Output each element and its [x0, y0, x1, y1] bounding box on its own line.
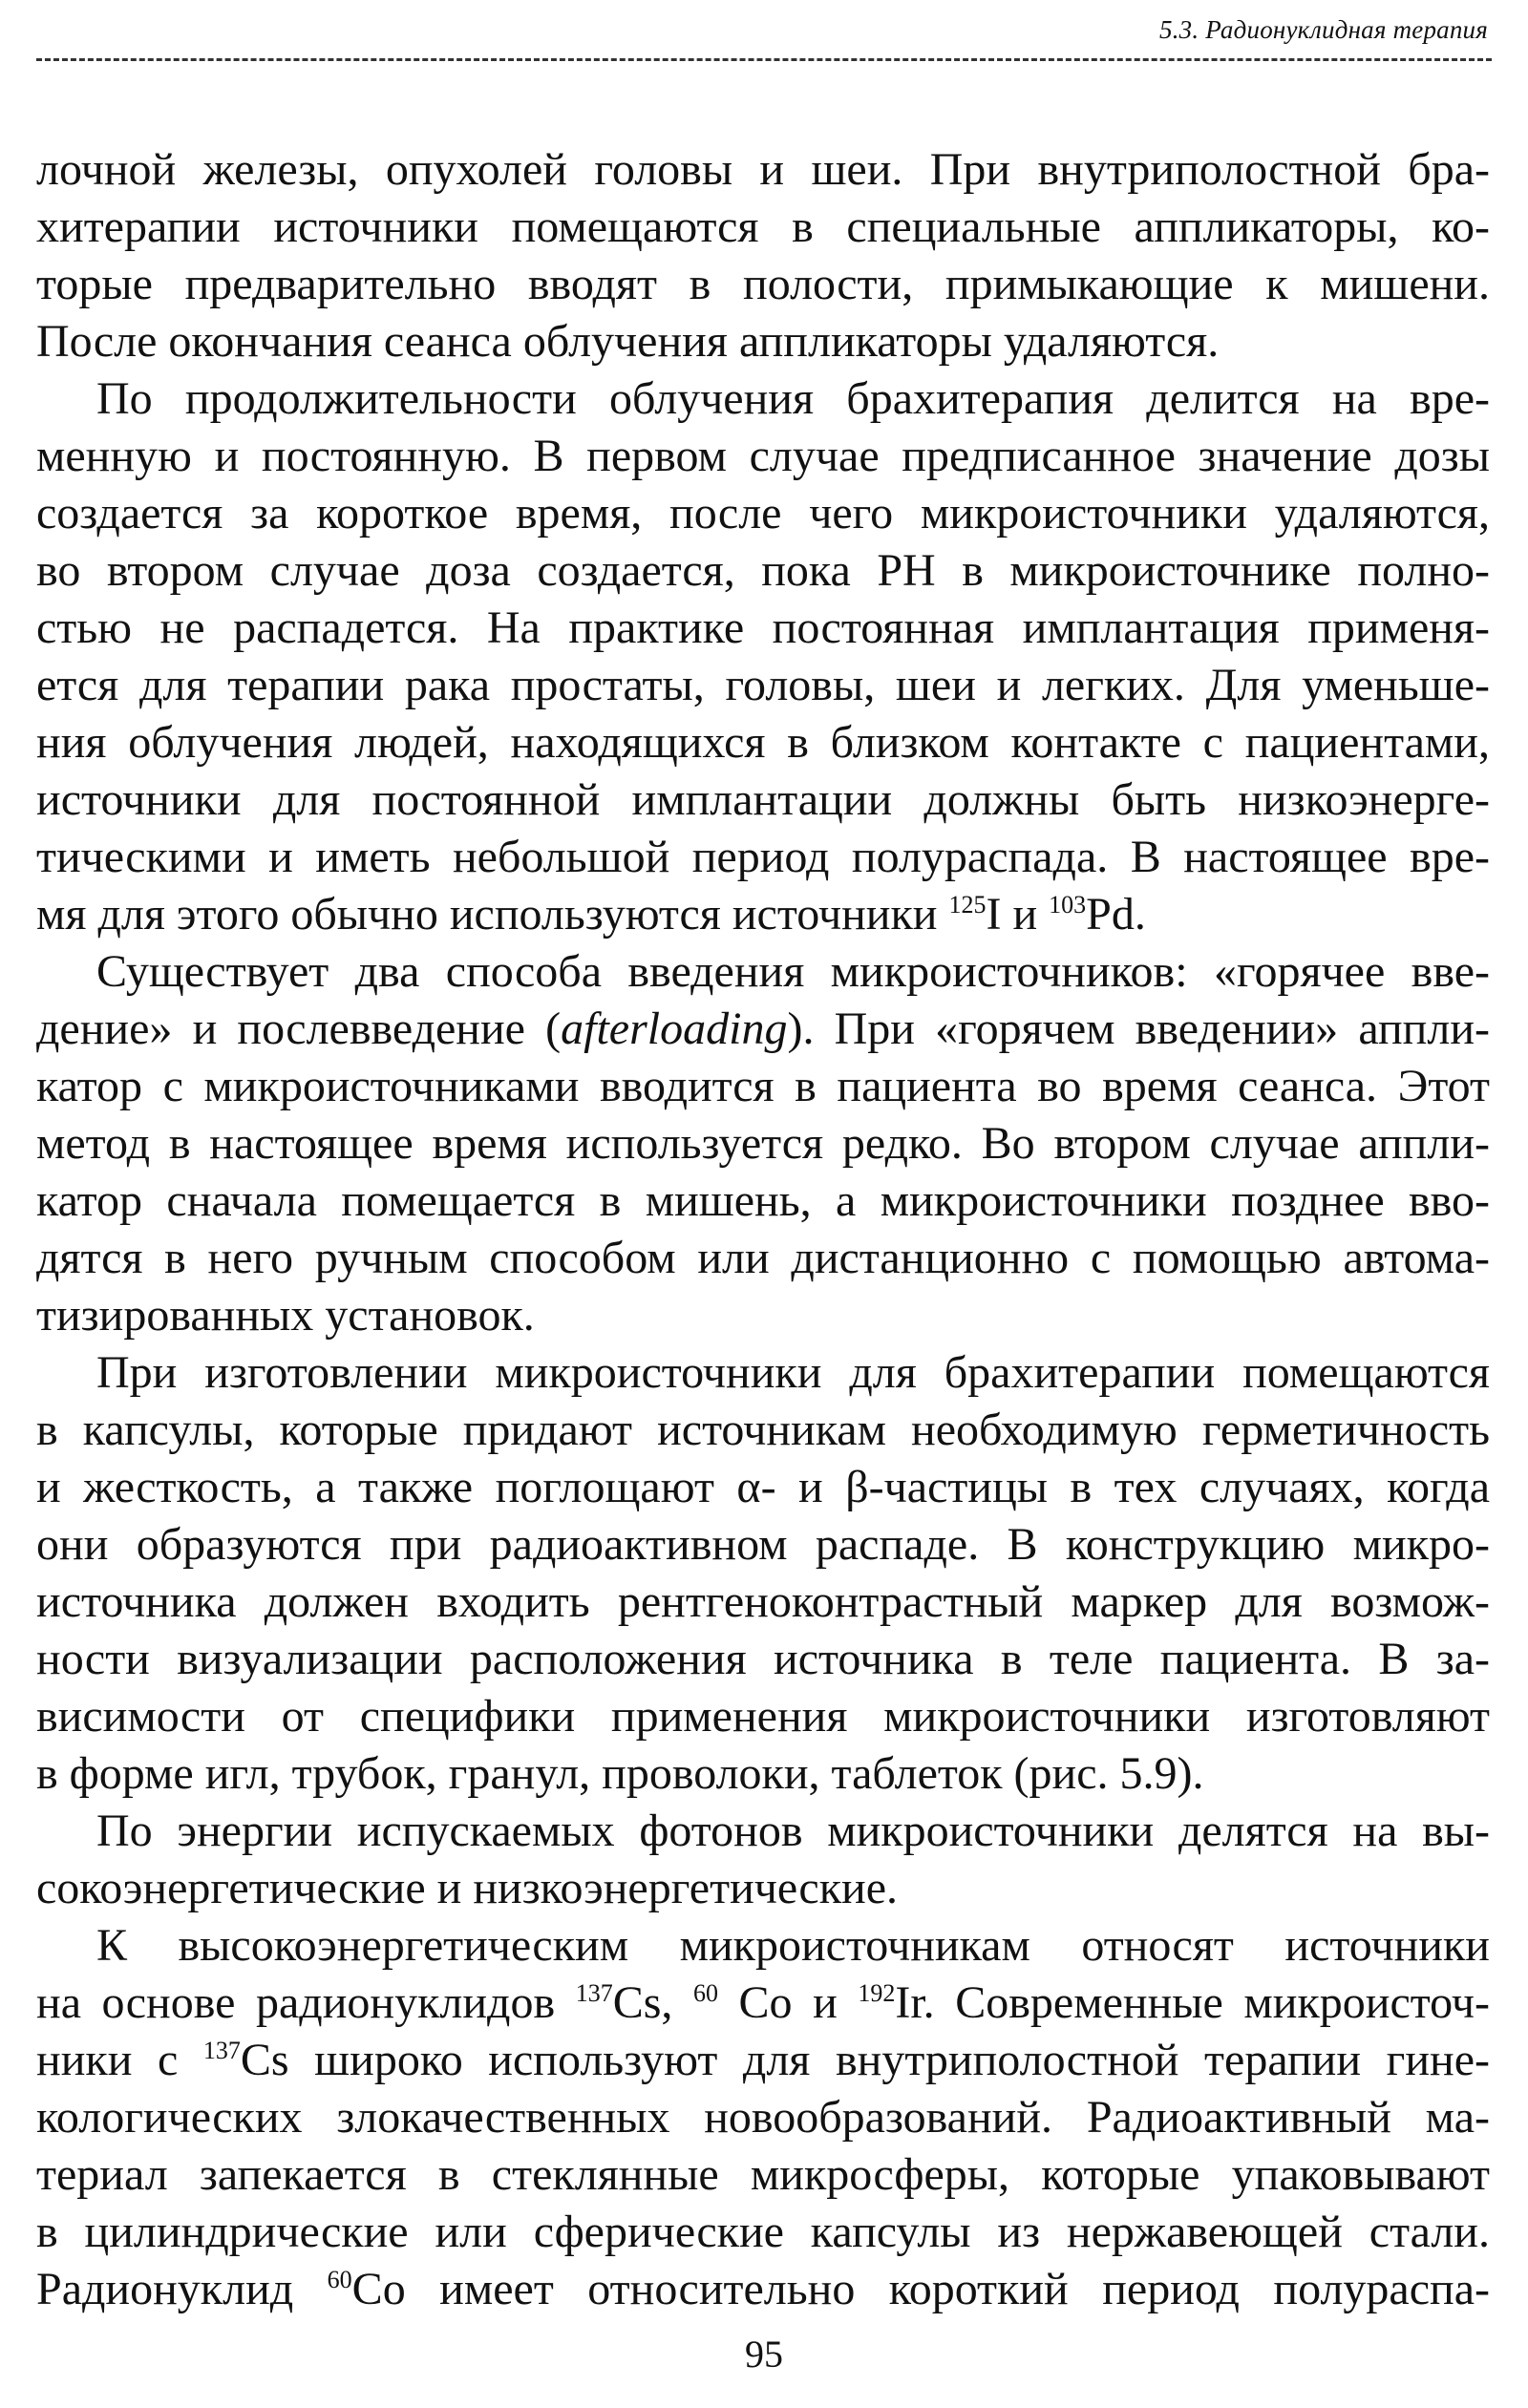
text-line: сокоэнергетические и низкоэнергетические.: [36, 1863, 899, 1913]
text-fragment: на основе радионуклидов: [36, 1977, 576, 2028]
text-line: торые предварительно вводят в полости, примыкающие к мишени.: [36, 259, 1490, 309]
text-fragment: Ir. Современные микроисточ-: [895, 1977, 1490, 2028]
isotope-mass-number: 137: [575, 1979, 613, 2007]
text-line: хитерапии источники помещаются в специальные аппликаторы, ко-: [36, 201, 1490, 252]
text-line: менную и постоянную. В первом случае предписанное значение дозы: [36, 431, 1490, 481]
isotope-mass-number: 103: [1049, 891, 1087, 919]
text-line: [36, 1001, 1490, 1058]
text-line: в капсулы, которые придают источникам необходимую герметичность: [36, 1405, 1490, 1455]
text-fragment: Cs широко используют для внутриполостной терапии гине-: [240, 2035, 1490, 2085]
text-fragment: Радионуклид: [36, 2264, 328, 2314]
text-line: При изготовлении микроисточники для брахитерапии помещаются: [96, 1347, 1490, 1398]
text-line: После окончания сеанса облучения аппликаторы удаляются.: [36, 316, 1220, 367]
isotope-mass-number: 192: [858, 1979, 896, 2007]
text-line: ется для терапии рака простаты, головы, шеи и легких. Для уменьше-: [36, 660, 1490, 710]
text-fragment: Cs,: [612, 1977, 693, 2028]
text-line: Существует два способа введения микроисточников: «горячее вве-: [96, 946, 1490, 997]
text-line: кологических злокачественных новообразований. Радиоактивный ма-: [36, 2092, 1490, 2143]
text-line: По энергии испускаемых фотонов микроисточники делятся на вы-: [96, 1806, 1490, 1856]
header-dashed-rule: [36, 58, 1492, 61]
text-line: источники для постоянной имплантации должны быть низкоэнерге-: [36, 774, 1490, 825]
text-line: ния облучения людей, находящихся в близком контакте с пациентами,: [36, 717, 1490, 768]
text-line: метод в настоящее время используется редко. Во втором случае аппли-: [36, 1118, 1490, 1169]
text-line: они образуются при радиоактивном распаде. В конструкцию микро-: [36, 1519, 1490, 1570]
text-line: По продолжительности облучения брахитерапия делится на вре-: [96, 373, 1490, 424]
text-line: [36, 1975, 1490, 2032]
text-line: териал запекается в стеклянные микросферы, которые упаковывают: [36, 2149, 1490, 2200]
text-line: [36, 2261, 1490, 2318]
isotope-mass-number: 60: [327, 2266, 352, 2293]
text-fragment: Co имеет относительно короткий период полураспа-: [351, 2264, 1490, 2314]
text-line: источника должен входить рентгеноконтрастный маркер для возмож-: [36, 1576, 1490, 1627]
text-line: создается за короткое время, после чего микроисточники удаляются,: [36, 488, 1490, 539]
text-line: К высокоэнергетическим микроисточникам относят источники: [96, 1920, 1490, 1971]
text-line: стью не распадется. На практике постоянная имплантация применя-: [36, 602, 1490, 653]
text-fragment: ники с: [36, 2035, 203, 2085]
text-fragment: Co и: [717, 1977, 859, 2028]
text-line: висимости от специфики применения микроисточники изготовляют: [36, 1691, 1490, 1742]
body-text: [36, 141, 1490, 2318]
text-line: и жесткость, а также поглощают α- и β-частицы в тех случаях, когда: [36, 1462, 1490, 1512]
italic-term: afterloading: [561, 1003, 788, 1054]
text-line: катор с микроисточниками вводится в пациента во время сеанса. Этот: [36, 1061, 1490, 1111]
isotope-mass-number: 125: [948, 891, 987, 919]
text-fragment: мя для этого обычно используются источники: [36, 889, 949, 940]
text-fragment: I и: [986, 889, 1050, 940]
running-header: 5.3. Радионуклидная терапия: [1159, 15, 1488, 44]
isotope-mass-number: 137: [202, 2037, 241, 2064]
text-fragment: Pd.: [1086, 889, 1146, 940]
text-line: ности визуализации расположения источника в теле пациента. В за-: [36, 1634, 1490, 1684]
text-line: в цилиндрические или сферические капсулы из нержавеющей стали.: [36, 2207, 1490, 2257]
text-line: [36, 886, 1490, 943]
text-fragment: дение» и послевведение (: [36, 1003, 562, 1054]
text-line: катор сначала помещается в мишень, а микроисточники позднее вво-: [36, 1175, 1490, 1226]
text-fragment: ). При «горячем введении» аппли-: [787, 1003, 1490, 1054]
text-line: лочной железы, опухолей головы и шеи. При внутриполостной бра-: [36, 144, 1490, 195]
text-line: в форме игл, трубок, гранул, проволоки, таблеток (рис. 5.9).: [36, 1748, 1204, 1799]
text-line: [36, 2032, 1490, 2089]
page-number: 95: [745, 2333, 783, 2376]
text-line: дятся в него ручным способом или дистанционно с помощью автома-: [36, 1233, 1490, 1283]
text-line: во втором случае доза создается, пока РН в микроисточнике полно-: [36, 545, 1490, 596]
text-line: тическими и иметь небольшой период полураспада. В настоящее вре-: [36, 832, 1490, 882]
text-line: тизированных установок.: [36, 1290, 535, 1341]
isotope-mass-number: 60: [692, 1979, 718, 2007]
